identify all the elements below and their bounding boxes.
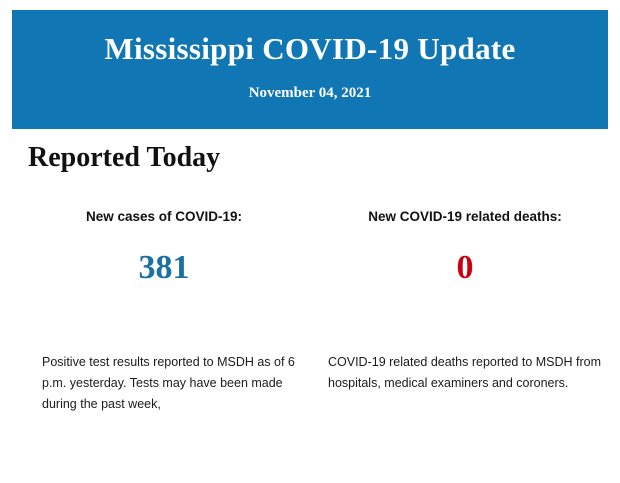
metric-label-new-deaths: New COVID-19 related deaths:	[368, 209, 562, 224]
metric-label-new-cases: New cases of COVID-19:	[85, 209, 243, 224]
metric-description-new-cases: Positive test results reported to MSDH as of 6 p.m. yesterday. Tests may have been made during the past week,	[42, 355, 295, 411]
header-banner	[12, 10, 608, 129]
metric-card-new-deaths	[310, 208, 608, 415]
report-date: November 04, 2021	[248, 85, 372, 101]
page-title: Mississippi COVID-19 Update	[104, 31, 516, 66]
metric-value-new-deaths: 0	[456, 249, 474, 286]
section-heading: Reported Today	[28, 142, 221, 173]
metric-value-new-cases: 381	[138, 249, 190, 286]
metric-description-new-deaths: COVID-19 related deaths reported to MSDH from hospitals, medical examiners and coroners.	[328, 355, 602, 390]
metrics-row	[12, 208, 608, 415]
metric-card-new-cases	[12, 208, 310, 415]
